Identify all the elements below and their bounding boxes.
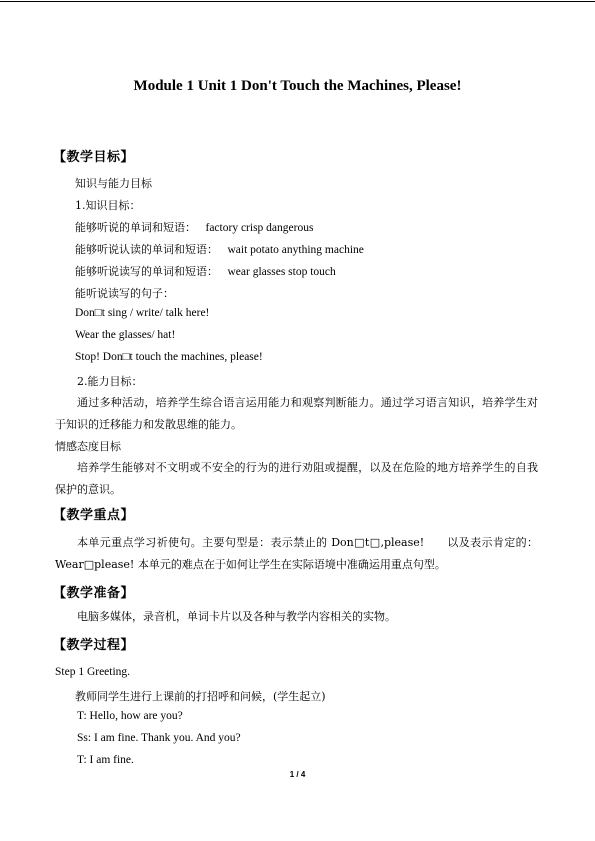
listen-read-label: 能够听说认读的单词和短语： xyxy=(75,243,218,256)
sentences-label: 能听说读写的句子： xyxy=(75,287,174,300)
document-title: Module 1 Unit 1 Don't Touch the Machines, Please! xyxy=(133,78,462,94)
preparation-text: 电脑多媒体，录音机，单词卡片以及各种与教学内容相关的实物。 xyxy=(77,610,396,623)
dialogue-line-2: Ss: I am fine. Thank you. And you? xyxy=(77,732,241,744)
section-heading-preparation: 【教学准备】 xyxy=(53,586,135,601)
top-rule xyxy=(0,1,595,2)
sentence-1: Don□t sing / write/ talk here! xyxy=(75,307,210,319)
page-number: 1 / 4 xyxy=(289,770,306,779)
section-heading-goals: 【教学目标】 xyxy=(53,150,135,165)
listen-write-words: wear glasses stop touch xyxy=(227,266,336,278)
sentence-2: Wear the glasses/ hat! xyxy=(75,329,176,341)
ability-goal: 2.能力目标： xyxy=(77,375,143,388)
dialogue-line-1: T: Hello, how are you? xyxy=(77,710,183,722)
listen-say-label: 能够听说的单词和短语： xyxy=(75,221,196,234)
knowledge-ability-goal: 知识与能力目标 xyxy=(75,177,152,190)
section-heading-key-points: 【教学重点】 xyxy=(53,508,135,523)
listen-read-words: wait potato anything machine xyxy=(227,244,364,256)
ability-text: 通过多种活动，培养学生综合语言运用能力和观察判断能力。通过学习语言知识，培养学生对于知识的迁移能力和发散思维的能力。 xyxy=(55,396,538,431)
attitude-goal: 情感态度目标 xyxy=(55,440,121,453)
listen-write-label: 能够听说读写的单词和短语： xyxy=(75,265,218,278)
step-1-heading: Step 1 Greeting. xyxy=(55,666,131,678)
section-heading-process: 【教学过程】 xyxy=(53,638,135,653)
listen-say-words: factory crisp dangerous xyxy=(205,222,314,234)
key-points-text: 本单元重点学习祈使句。主要句型是：表示禁止的 Don□t□,please! 以及表示肯定的：Wear□please! 本单元的难点在于如何让学生在实际语境中准确运用重点句型。 xyxy=(55,536,538,571)
step-1-description: 教师同学生进行上课前的打招呼和问候，(学生起立) xyxy=(75,690,326,703)
listen-read-line xyxy=(75,241,364,257)
sentence-3: Stop! Don□t touch the machines, please! xyxy=(75,351,263,363)
listen-say-line xyxy=(75,219,313,235)
listen-write-line xyxy=(75,263,336,279)
knowledge-goal: 1.知识目标： xyxy=(75,199,141,212)
dialogue-line-3: T: I am fine. xyxy=(77,754,134,766)
attitude-text: 培养学生能够对不文明或不安全的行为的进行劝阻或提醒，以及在危险的地方培养学生的自我保护的意识。 xyxy=(55,461,538,496)
